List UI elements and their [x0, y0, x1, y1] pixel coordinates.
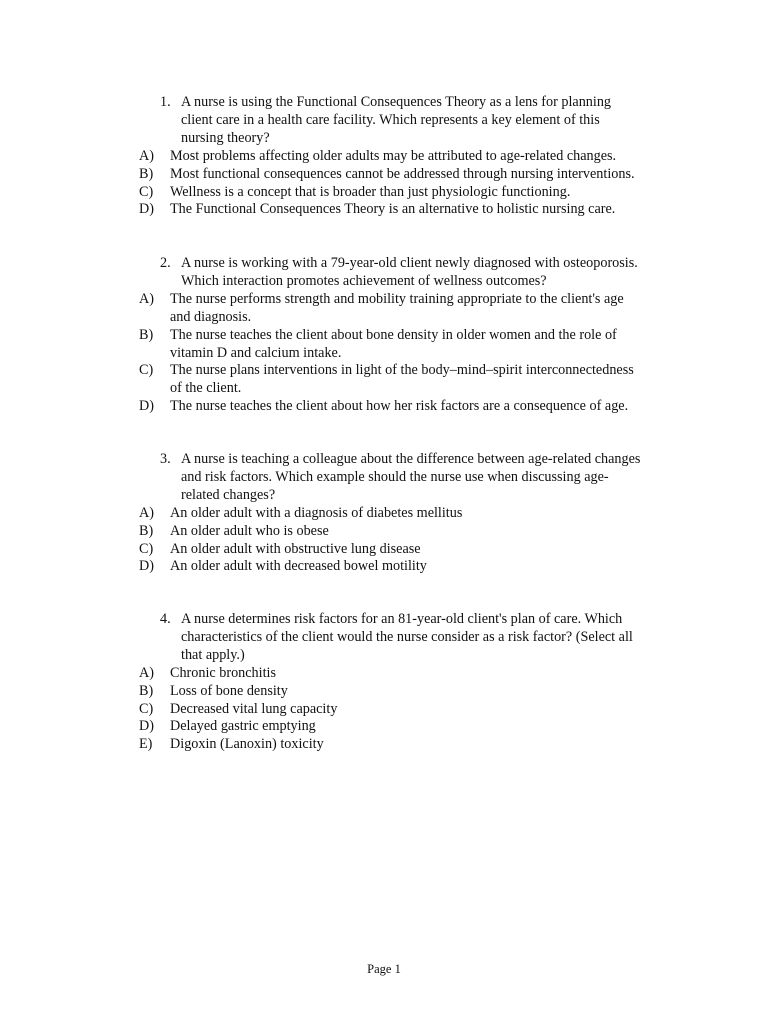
option-label: C)	[139, 183, 154, 200]
option-text: Decreased vital lung capacity	[170, 700, 338, 717]
stem-line: client care in a health care facility. Which represents a key element of this	[181, 111, 600, 128]
answer-option-e	[0, 736, 666, 754]
stem-line: Which interaction promotes achievement of wellness outcomes?	[181, 272, 547, 289]
question-stem	[0, 611, 671, 665]
stem-line: related changes?	[181, 486, 276, 503]
answer-option-c	[0, 362, 666, 398]
answer-option-a	[0, 291, 666, 327]
answer-option-d	[0, 558, 666, 576]
stem-line: A nurse is using the Functional Consequences Theory as a lens for planning	[181, 94, 612, 110]
answer-option-c	[0, 701, 666, 719]
question-stem	[0, 255, 671, 291]
option-text: An older adult with decreased bowel motility	[170, 558, 427, 575]
answer-option-b	[0, 523, 666, 541]
question-4	[0, 611, 768, 754]
option-text: Wellness is a concept that is broader than just physiologic functioning.	[170, 183, 571, 200]
option-label: D)	[139, 718, 154, 735]
option-text: The nurse teaches the client about bone density in older women and the role of	[170, 326, 617, 343]
option-label: C)	[139, 540, 154, 557]
option-text: The nurse plans interventions in light of the body–mind–spirit interconnectedness	[170, 362, 634, 379]
option-text: of the client.	[170, 380, 242, 397]
option-label: D)	[139, 201, 154, 218]
answer-option-d	[0, 201, 666, 219]
option-text: The Functional Consequences Theory is an alternative to holistic nursing care.	[170, 201, 616, 218]
option-label: D)	[139, 398, 154, 415]
option-text: The nurse performs strength and mobility training appropriate to the client's age	[170, 290, 624, 307]
answer-option-b	[0, 166, 666, 184]
option-label: C)	[139, 700, 154, 717]
option-text: and diagnosis.	[170, 308, 252, 325]
option-text: An older adult who is obese	[170, 522, 329, 539]
answer-option-b	[0, 683, 666, 701]
option-label: E)	[139, 736, 153, 753]
option-text: Most functional consequences cannot be addressed through nursing interventions.	[170, 165, 635, 182]
option-label: A)	[139, 290, 154, 307]
option-text: Delayed gastric emptying	[170, 718, 316, 735]
option-text: An older adult with a diagnosis of diabetes mellitus	[170, 504, 463, 521]
option-label: B)	[139, 522, 154, 539]
option-label: B)	[139, 326, 154, 343]
question-number: 4.	[160, 611, 171, 627]
option-text: Loss of bone density	[170, 682, 288, 699]
question-number: 3.	[160, 451, 171, 467]
answer-option-c	[0, 541, 666, 559]
option-label: A)	[139, 664, 154, 681]
answer-option-a	[0, 505, 666, 523]
page-number: Page 1	[367, 962, 401, 976]
stem-line: characteristics of the client would the nurse consider as a risk factor? (Select all	[181, 628, 633, 645]
question-number: 2.	[160, 255, 171, 271]
stem-line: nursing theory?	[181, 129, 270, 146]
stem-line: that apply.)	[181, 646, 245, 663]
answer-option-d	[0, 718, 666, 736]
stem-line: A nurse is teaching a colleague about the difference between age-related changes	[181, 451, 641, 467]
answer-option-d	[0, 398, 666, 416]
option-label: C)	[139, 362, 154, 379]
question-number: 1.	[160, 94, 171, 110]
question-stem	[0, 94, 671, 148]
answer-options	[0, 505, 768, 577]
option-text: The nurse teaches the client about how her risk factors are a consequence of age.	[170, 398, 629, 415]
option-label: D)	[139, 558, 154, 575]
option-text: Most problems affecting older adults may be attributed to age-related changes.	[170, 147, 617, 164]
option-label: B)	[139, 165, 154, 182]
stem-line: A nurse determines risk factors for an 81-year-old client's plan of care. Which	[181, 611, 623, 627]
option-text: vitamin D and calcium intake.	[170, 344, 342, 361]
option-label: A)	[139, 147, 154, 164]
stem-line: and risk factors. Which example should the nurse use when discussing age-	[181, 468, 609, 485]
option-text: Chronic bronchitis	[170, 664, 276, 681]
question-stem	[0, 451, 671, 505]
answer-option-c	[0, 184, 666, 202]
answer-options	[0, 148, 768, 220]
stem-line: A nurse is working with a 79-year-old client newly diagnosed with osteoporosis.	[181, 255, 638, 271]
question-3	[0, 451, 768, 576]
question-2	[0, 255, 768, 416]
question-1	[0, 94, 768, 219]
answer-option-a	[0, 148, 666, 166]
option-text: Digoxin (Lanoxin) toxicity	[170, 736, 324, 753]
answer-option-b	[0, 327, 666, 363]
answer-options	[0, 665, 768, 755]
answer-options	[0, 291, 768, 416]
answer-option-a	[0, 665, 666, 683]
option-label: A)	[139, 504, 154, 521]
option-label: B)	[139, 682, 154, 699]
option-text: An older adult with obstructive lung disease	[170, 540, 421, 557]
